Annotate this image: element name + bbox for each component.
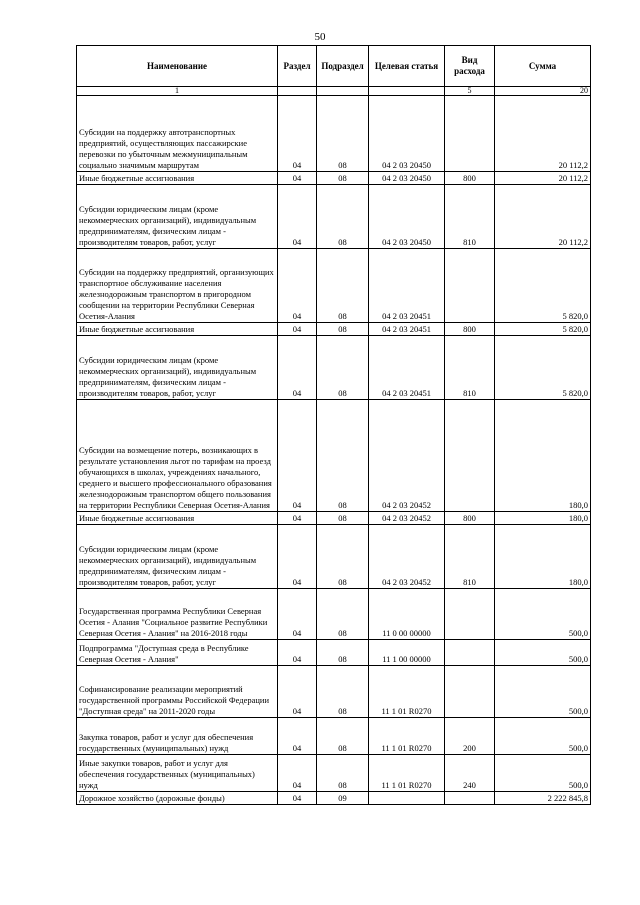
row-subsection: 09 [317,792,369,805]
row-sum: 500,0 [495,718,591,755]
table-row [77,400,591,512]
row-type [445,400,495,512]
row-target: 04 2 03 20450 [369,96,445,172]
col-number-name: 1 [77,87,278,96]
row-type [445,96,495,172]
row-name: Субсидии на поддержку автотранспортных предприятий, осуществляющих пассажирские перевозки по убыточным межмуниципальным социально значимым маршрутам [77,96,278,172]
row-subsection: 08 [317,336,369,400]
row-target: 11 0 00 00000 [369,589,445,640]
row-sum: 20 112,2 [495,96,591,172]
row-section: 04 [278,96,317,172]
row-target [369,792,445,805]
row-section: 04 [278,792,317,805]
row-name: Субсидии юридическим лицам (кроме некоммерческих организаций), индивидуальным предпринимателям, физическим лицам - производителям товаров, работ, услуг [77,336,278,400]
row-section: 04 [278,336,317,400]
row-subsection: 08 [317,400,369,512]
row-name: Субсидии на возмещение потерь, возникающих в результате установления льгот по тарифам на проезд обучающихся в школах, учреждениях начального, среднего и высшего профессионального образования железнодорожным транспортом общего пользования на территории Республики Северная Осетия-Алания [77,400,278,512]
row-subsection: 08 [317,666,369,718]
row-type: 810 [445,336,495,400]
row-type [445,249,495,323]
table-row [77,336,591,400]
row-subsection: 08 [317,249,369,323]
row-sum: 2 222 845,8 [495,792,591,805]
row-target: 04 2 03 20450 [369,185,445,249]
row-name: Софинансирование реализации мероприятий государственной программы Российской Федерации "Доступная среда" на 2011-2020 годы [77,666,278,718]
table-row [77,249,591,323]
row-target: 04 2 03 20452 [369,400,445,512]
row-name: Иные закупки товаров, работ и услуг для обеспечения государственных (муниципальных) нужд [77,755,278,792]
row-subsection: 08 [317,525,369,589]
row-target: 11 1 01 R0270 [369,755,445,792]
row-target: 11 1 00 00000 [369,640,445,666]
row-name: Государственная программа Республики Северная Осетия - Алания "Социальное развитие Республики Северная Осетия - Алания" на 2016-2018 годы [77,589,278,640]
table-row [77,172,591,185]
row-target: 04 2 03 20451 [369,336,445,400]
col-number-section [278,87,317,96]
row-type [445,666,495,718]
row-type: 240 [445,755,495,792]
row-type: 800 [445,172,495,185]
row-subsection: 08 [317,323,369,336]
row-type [445,792,495,805]
row-sum: 180,0 [495,525,591,589]
row-type [445,589,495,640]
row-type: 800 [445,512,495,525]
row-type [445,640,495,666]
row-subsection: 08 [317,96,369,172]
row-section: 04 [278,525,317,589]
row-name: Закупка товаров, работ и услуг для обеспечения государственных (муниципальных) нужд [77,718,278,755]
row-subsection: 08 [317,755,369,792]
table-row [77,512,591,525]
row-sum: 20 112,2 [495,185,591,249]
col-number-subsection [317,87,369,96]
row-target: 04 2 03 20452 [369,512,445,525]
row-type: 810 [445,185,495,249]
row-subsection: 08 [317,589,369,640]
row-section: 04 [278,400,317,512]
row-sum: 5 820,0 [495,336,591,400]
row-subsection: 08 [317,172,369,185]
header-section: Раздел [278,46,317,87]
row-section: 04 [278,185,317,249]
table-row [77,640,591,666]
row-name: Дорожное хозяйство (дорожные фонды) [77,792,278,805]
row-section: 04 [278,323,317,336]
col-number-target [369,87,445,96]
row-section: 04 [278,172,317,185]
row-name: Иные бюджетные ассигнования [77,172,278,185]
column-numbers-row [77,87,591,96]
page-number: 50 [314,31,326,43]
row-subsection: 08 [317,640,369,666]
row-type: 200 [445,718,495,755]
table-row [77,589,591,640]
table-row [77,792,591,805]
row-target: 11 1 01 R0270 [369,718,445,755]
row-target: 04 2 03 20451 [369,323,445,336]
table-row [77,525,591,589]
table-row [77,323,591,336]
row-section: 04 [278,640,317,666]
row-subsection: 08 [317,185,369,249]
row-sum: 5 820,0 [495,249,591,323]
col-number-sum: 20 [495,87,591,96]
row-name: Субсидии юридическим лицам (кроме некоммерческих организаций), индивидуальным предпринимателям, физическим лицам - производителям товаров, работ, услуг [77,525,278,589]
row-name: Подпрограмма "Доступная среда в Республике Северная Осетия - Алания" [77,640,278,666]
row-section: 04 [278,755,317,792]
row-sum: 5 820,0 [495,323,591,336]
row-subsection: 08 [317,718,369,755]
row-section: 04 [278,718,317,755]
table-row [77,718,591,755]
header-row [77,46,591,87]
row-section: 04 [278,249,317,323]
row-subsection: 08 [317,512,369,525]
row-target: 11 1 01 R0270 [369,666,445,718]
row-section: 04 [278,666,317,718]
table-row [77,185,591,249]
col-number-type: 5 [445,87,495,96]
row-target: 04 2 03 20451 [369,249,445,323]
header-name: Наименование [77,46,278,87]
row-section: 04 [278,512,317,525]
row-target: 04 2 03 20452 [369,525,445,589]
row-section: 04 [278,589,317,640]
table-row [77,96,591,172]
header-type: Вид расхода [445,46,495,87]
row-name: Субсидии на поддержку предприятий, организующих транспортное обслуживание населения железнодорожным транспортом в пригородном сообщении на территории Республики Северная Осетия-Алания [77,249,278,323]
row-sum: 180,0 [495,400,591,512]
row-type: 800 [445,323,495,336]
row-sum: 500,0 [495,755,591,792]
row-sum: 500,0 [495,589,591,640]
table-row [77,755,591,792]
budget-table [76,45,591,805]
table-row [77,666,591,718]
row-name: Субсидии юридическим лицам (кроме некоммерческих организаций), индивидуальным предпринимателям, физическим лицам - производителям товаров, работ, услуг [77,185,278,249]
row-sum: 500,0 [495,666,591,718]
row-sum: 180,0 [495,512,591,525]
row-target: 04 2 03 20450 [369,172,445,185]
row-sum: 500,0 [495,640,591,666]
row-sum: 20 112,2 [495,172,591,185]
header-target: Целевая статья [369,46,445,87]
row-type: 810 [445,525,495,589]
header-subsection: Подраздел [317,46,369,87]
row-name: Иные бюджетные ассигнования [77,323,278,336]
header-sum: Сумма [495,46,591,87]
row-name: Иные бюджетные ассигнования [77,512,278,525]
